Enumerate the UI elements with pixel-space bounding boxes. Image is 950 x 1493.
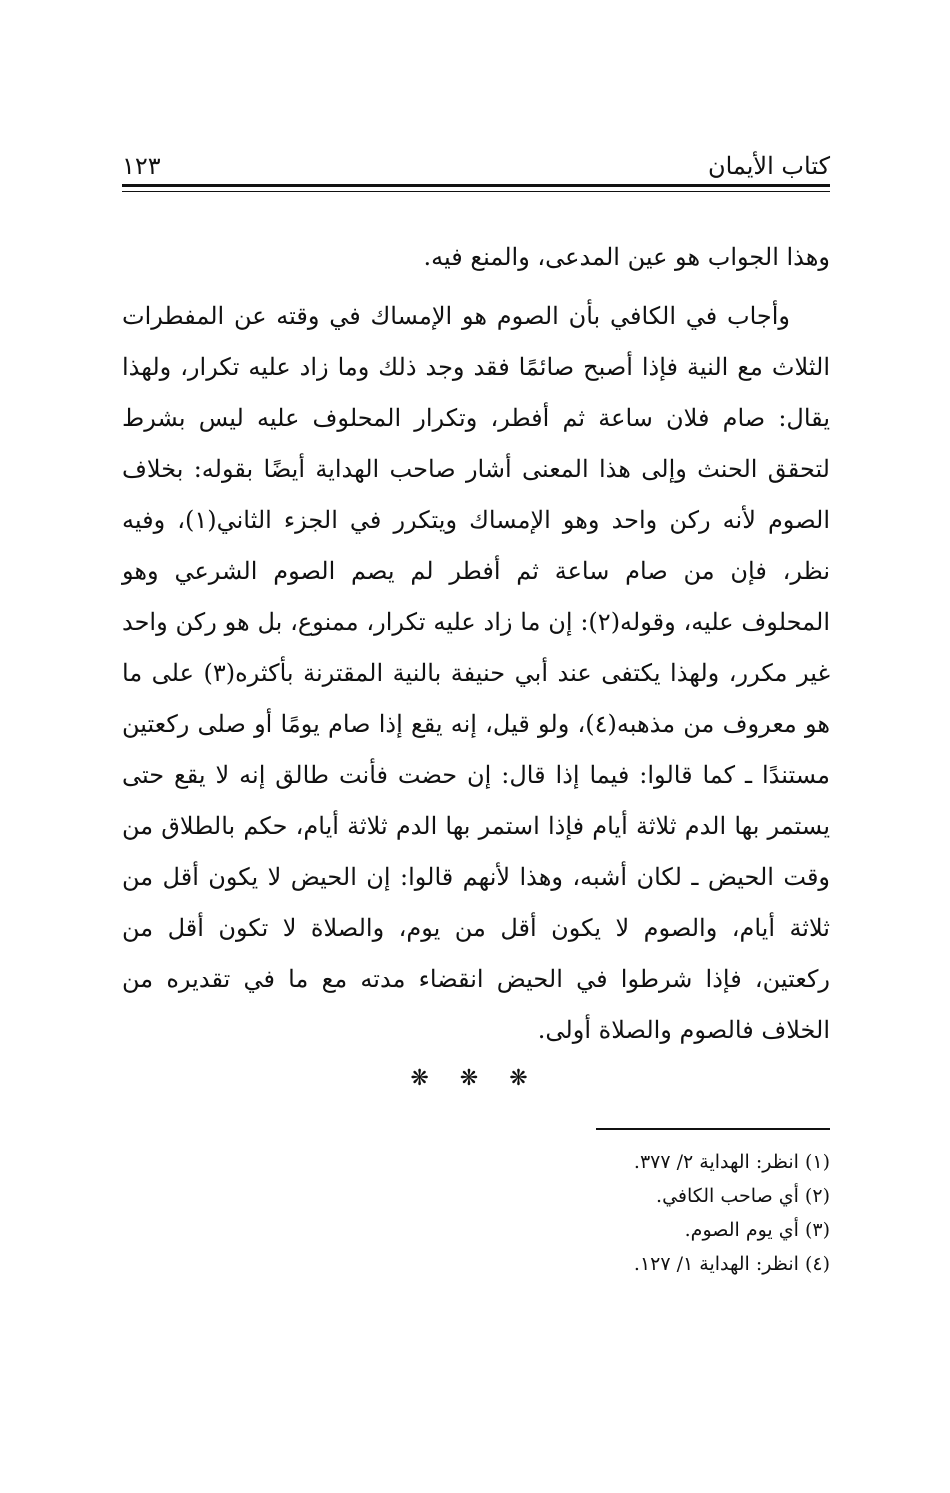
- paragraph-1: وهذا الجواب هو عين المدعى، والمنع فيه.: [423, 243, 830, 271]
- running-header: [122, 140, 830, 180]
- footnote-4: (٤) انظر: الهداية ١/ ١٢٧.: [633, 1253, 830, 1275]
- header-rule-thin: [122, 191, 830, 192]
- footnote-rule: [596, 1128, 830, 1130]
- paragraph-2: وأجاب في الكافي بأن الصوم هو الإمساك في وقته عن المفطرات الثلاث مع النية فإذا أصبح صائمًا فقد وجد ذلك وما زاد عليه تكرار، ولهذا يقال: صام فلان ساعة ثم أفطر، وتكرار المحلوف عليه ليس بشرط لتحقق الحنث وإلى هذا المعنى أشار صاحب الهداية أيضًا بقوله: بخلاف الصوم لأنه ركن واحد وهو الإمساك ويتكرر في الجزء الثاني(١)، وفيه نظر، فإن من صام ساعة ثم أفطر لم يصم الصوم الشرعي وهو المحلوف عليه، وقوله(٢): إن ما زاد عليه تكرار، ممنوع، بل هو ركن واحد غير مكرر، ولهذا يكتفى عند أبي حنيفة بالنية المقترنة بأكثره(٣) على ما هو معروف من مذهبه(٤)، ولو قيل، إنه يقع إذا صام يومًا أو صلى ركعتين مستندًا ـ كما قالوا: فيما إذا قال: إن حضت فأنت طالق إنه لا يقع حتى يستمر بها الدم ثلاثة أيام فإذا استمر بها الدم ثلاثة أيام، حكم بالطلاق من وقت الحيض ـ لكان أشبه، وهذا لأنهم قالوا: إن الحيض لا يكون أقل من ثلاثة أيام، والصوم لا يكون أقل من يوم، والصلاة لا تكون أقل من ركعتين، فإذا شرطوا في الحيض انقضاء مدته مع ما في تقديره من الخلاف فالصوم والصلاة أولى.: [122, 302, 831, 1044]
- footnote-1: (١) انظر: الهداية ٢/ ٣٧٧.: [633, 1151, 830, 1173]
- section-separator: ❋ ❋ ❋: [410, 1066, 540, 1091]
- footnote-3: (٣) أي يوم الصوم.: [684, 1219, 830, 1241]
- header-rule-thick: [122, 184, 830, 187]
- footnotes: [300, 1145, 830, 1281]
- page-number: ١٢٣: [122, 152, 161, 180]
- chapter-title: كتاب الأيمان: [707, 152, 830, 180]
- footnote-2: (٢) أي صاحب الكافي.: [656, 1185, 830, 1207]
- main-text: [122, 232, 830, 1056]
